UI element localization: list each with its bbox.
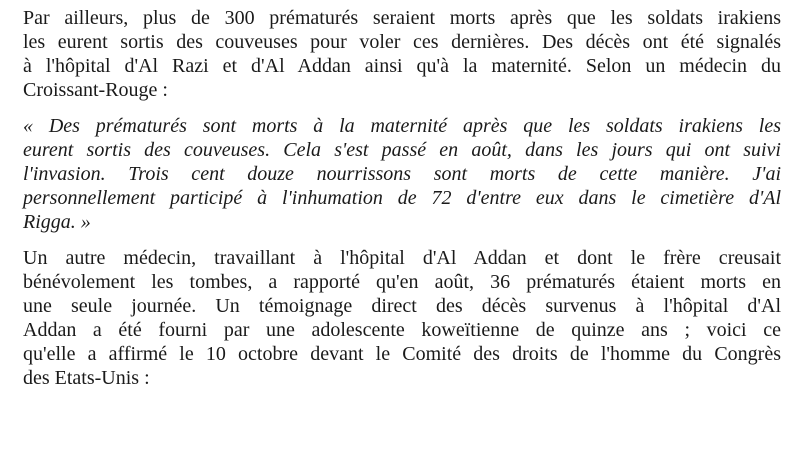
text-line: les eurent sortis des couveuses pour voler ces dernières. Des décès ont été signalés xyxy=(23,31,781,53)
quote-line: personnellement participé à l'inhumation de 72 d'entre eux dans le cimetière d'Al xyxy=(23,187,781,209)
text-line: une seule journée. Un témoignage direct des décès survenus à l'hôpital d'Al xyxy=(23,295,781,317)
quote-line: eurent sortis des couveuses. Cela s'est passé en août, dans les jours qui ont suivi xyxy=(23,139,781,161)
paragraph-quote xyxy=(23,114,781,234)
text-line: Addan a été fourni par une adolescente koweïtienne de quinze ans ; voici ce xyxy=(23,319,781,341)
text-line: qu'elle a affirmé le 10 octobre devant le Comité des droits de l'homme du Congrès xyxy=(23,343,781,365)
quote-line: « Des prématurés sont morts à la maternité après que les soldats irakiens les xyxy=(23,115,781,137)
paragraph-intro xyxy=(23,6,781,102)
paragraph-testimony xyxy=(23,246,781,390)
text-line: Par ailleurs, plus de 300 prématurés seraient morts après que les soldats irakiens xyxy=(23,7,781,29)
text-line: à l'hôpital d'Al Razi et d'Al Addan ainsi qu'à la maternité. Selon un médecin du xyxy=(23,55,781,77)
text-line: des Etats-Unis : xyxy=(23,367,150,389)
quote-line: Rigga. » xyxy=(23,211,91,233)
text-line: bénévolement les tombes, a rapporté qu'en août, 36 prématurés étaient morts en xyxy=(23,271,781,293)
text-line: Croissant-Rouge : xyxy=(23,79,168,101)
quote-line: l'invasion. Trois cent douze nourrissons sont morts de cette manière. J'ai xyxy=(23,163,781,185)
document-page xyxy=(23,6,781,390)
text-line: Un autre médecin, travaillant à l'hôpital d'Al Addan et dont le frère creusait xyxy=(23,247,781,269)
